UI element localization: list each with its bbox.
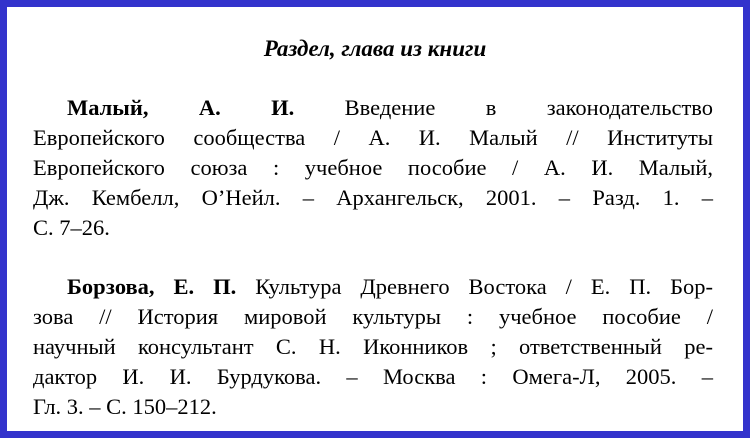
- entry-author: Борзова, Е. П.: [67, 274, 237, 299]
- entry-text: Культура Древнего Востока / Е. П. Бор-: [255, 274, 713, 299]
- entry-line: зова // История мировой культуры : учебное пособие /: [33, 304, 713, 329]
- entry-text: Введение в законодательство: [344, 95, 713, 120]
- entry-line: Гл. 3. – С. 150–212.: [33, 394, 217, 419]
- entry-line: [33, 272, 713, 302]
- entry-line: [33, 93, 713, 123]
- entry-line: Европейского союза : учебное пособие / А. И. Малый,: [33, 155, 713, 180]
- bibliography-entry: [33, 272, 713, 422]
- entry-line: дактор И. И. Бурдукова. – Москва : Омега-Л, 2005. –: [33, 364, 713, 389]
- entry-author: Малый, А. И.: [67, 95, 295, 120]
- section-heading: Раздел, глава из книги: [263, 36, 487, 61]
- entry-line: Европейского сообщества / А. И. Малый // Институты: [33, 125, 713, 150]
- entry-line: научный консультант С. Н. Иконников ; ответственный ре-: [33, 334, 713, 359]
- bibliography-entry: [33, 93, 713, 243]
- entry-line: Дж. Кембелл, О’Нейл. – Архангельск, 2001. – Разд. 1. –: [33, 185, 713, 210]
- entry-line: С. 7–26.: [33, 215, 110, 240]
